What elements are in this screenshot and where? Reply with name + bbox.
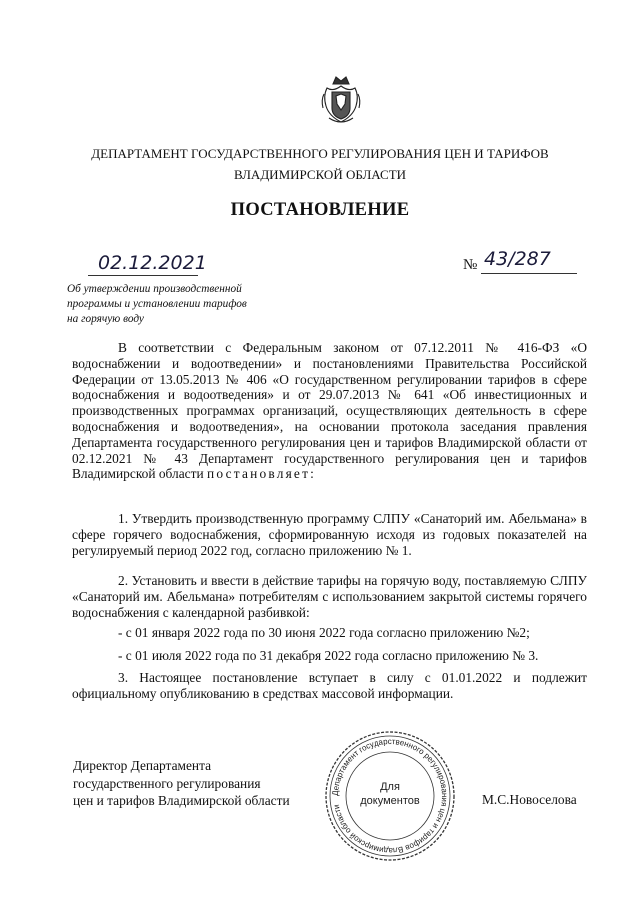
department-name-line2: ВЛАДИМИРСКОЙ ОБЛАСТИ bbox=[233, 167, 407, 182]
document-title: ПОСТАНОВЛЕНИЕ bbox=[230, 200, 410, 220]
department-name-line1: ДЕПАРТАМЕНТ ГОСУДАРСТВЕННОГО РЕГУЛИРОВАНИЯ ЦЕН И ТАРИФОВ bbox=[91, 146, 549, 161]
signatory-line: Директор Департамента bbox=[73, 758, 212, 773]
official-stamp bbox=[322, 728, 458, 864]
signatory-line: государственного регулирования bbox=[73, 775, 261, 791]
document-number: 43/287 bbox=[484, 248, 551, 270]
subject-line: Об утверждении производственной bbox=[67, 283, 242, 295]
subject-line: на горячую воду bbox=[67, 313, 144, 325]
signatory-line: цен и тарифов Владимирской области bbox=[73, 793, 290, 808]
clause-2: 2. Установить и ввести в действие тарифы на горячую воду, поставляемую СЛПУ «Санаторий им. Абельмана» потребителям с использованием закрытой системы горячего водоснабжения с календарной разбивкой: bbox=[72, 573, 587, 620]
coat-of-arms-emblem bbox=[319, 74, 363, 126]
date-underline bbox=[88, 275, 198, 276]
subject-line: программы и установлении тарифов bbox=[67, 298, 247, 310]
preamble-text: В соответствии с Федеральным законом от 07.12.2011 № 416-ФЗ «О водоснабжении и водоотведении» и постановлениями Правительства Российской Федерации от 13.05.2013 № 406 «О государственном регулировании тарифов в сфере водоснабжения и водоотведения» и от 29.07.2013 № 641 «Об инвестиционных и производственных программах организаций, осуществляющих деятельность в сфере водоснабжения и водоотведения», на основании протокола заседания правления Департамента государственного регулирования цен и тарифов Владимирской области от 02.12.2021 № 43 Департамент государственного регулирования цен и тарифов Владимирской области bbox=[72, 340, 587, 482]
preamble-paragraph bbox=[72, 340, 587, 482]
clause-3: 3. Настоящее постановление вступает в силу с 01.01.2022 и подлежит официальному опубликованию в средствах массовой информации. bbox=[72, 670, 587, 701]
resolves-word: постановляет: bbox=[206, 466, 317, 482]
stamp-center-line2: документов bbox=[360, 795, 420, 807]
signatory-position bbox=[73, 757, 290, 810]
signatory-name: М.С.Новоселова bbox=[482, 792, 577, 807]
clause-2-item-1: - с 01 января 2022 года по 30 июня 2022 года согласно приложению №2; bbox=[118, 625, 530, 640]
stamp-ring-text: Департамент государственного регулирования цен и тарифов Владимирской области bbox=[330, 736, 450, 856]
document-subject bbox=[67, 282, 287, 327]
number-underline bbox=[481, 273, 577, 274]
clause-1: 1. Утвердить производственную программу СЛПУ «Санаторий им. Абельмана» в сфере горячего водоснабжения, сформированную исходя из годовых показателей на регулируемый период 2022 год, согласно приложению № 1. bbox=[72, 511, 587, 558]
stamp-center-line1: Для bbox=[380, 781, 400, 793]
clause-2-item-2: - с 01 июля 2022 года по 31 декабря 2022 года согласно приложению № 3. bbox=[118, 648, 539, 663]
number-sign: № bbox=[463, 257, 478, 273]
document-date: 02.12.2021 bbox=[98, 252, 207, 274]
